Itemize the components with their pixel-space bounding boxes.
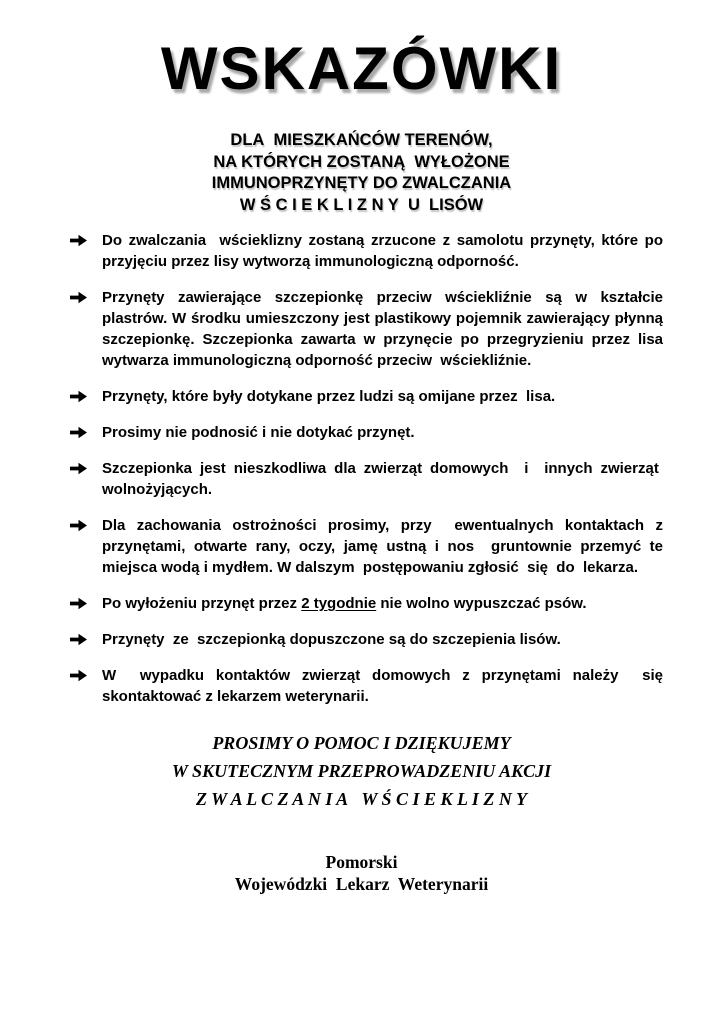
bullet-text: Przynęty zawierające szczepionkę przeciw wściekliźnie są w kształcie plastrów. W środku umieszczony jest plastikowy pojemnik zawierający płynną szczepionkę. Szczepionka zawarta w przynęcie po przegryzieniu przez lisa wytwarza immunologiczną odporność przeciw wściekliźnie. xyxy=(102,289,663,369)
closing-line: PROSIMY O POMOC I DZIĘKUJEMY xyxy=(212,733,511,753)
arrow-right-icon xyxy=(70,519,87,532)
bullet-item xyxy=(70,515,663,578)
bullet-item xyxy=(70,458,663,500)
underlined-phrase: 2 tygodnie xyxy=(301,595,377,612)
bullet-item xyxy=(70,629,663,650)
closing-line: W SKUTECZNYM PRZEPROWADZENIU AKCJI xyxy=(171,761,552,781)
bullet-text: Prosimy nie podnosić i nie dotykać przynęt. xyxy=(102,424,415,441)
closing-appeal xyxy=(0,729,723,813)
arrow-right-icon xyxy=(70,462,87,475)
bullet-text: Przynęty, które były dotykane przez ludzi są omijane przez lisa. xyxy=(102,388,556,405)
signature-block xyxy=(0,851,723,895)
arrow-right-icon xyxy=(70,426,87,439)
document-subtitle xyxy=(0,130,723,216)
arrow-right-icon xyxy=(70,633,87,646)
arrow-right-icon xyxy=(70,390,87,403)
document-title: WSKAZÓWKI xyxy=(160,35,563,102)
bullet-text-after: nie wolno wypuszczać psów. xyxy=(376,595,587,612)
arrow-right-icon xyxy=(70,291,87,304)
bullet-item xyxy=(70,230,663,272)
bullet-item xyxy=(70,422,663,443)
bullet-item xyxy=(70,287,663,371)
signature-line: Pomorski xyxy=(325,852,398,872)
bullet-text: Do zwalczania wścieklizny zostaną zrzucone z samolotu przynęty, które po przyjęciu przez lisy wytworzą immunologiczną odporność. xyxy=(102,232,663,270)
closing-line: Z W A L C Z A N I A W Ś C I E K L I Z N Y xyxy=(195,789,528,809)
bullet-text: Dla zachowania ostrożności prosimy, przy ewentualnych kontaktach z przynętami, otwarte rany, oczy, jamę ustną i nos gruntownie przemyć te miejsca wodą i mydłem. W dalszym postępowaniu zgłosić się do lekarza. xyxy=(102,517,663,576)
subtitle-line: W Ś C I E K L I Z N Y U LISÓW xyxy=(239,195,484,214)
subtitle-line: DLA MIESZKAŃCÓW TERENÓW, xyxy=(230,131,493,149)
bullet-text: W wypadku kontaktów zwierząt domowych z przynętami należy się skontaktować z lekarzem weterynarii. xyxy=(102,667,663,705)
bullet-item xyxy=(70,593,663,614)
bullet-text: Szczepionka jest nieszkodliwa dla zwierząt domowych i innych zwierząt wolnożyjących. xyxy=(102,460,663,498)
bullet-item xyxy=(70,665,663,707)
subtitle-line: NA KTÓRYCH ZOSTANĄ WYŁOŻONE xyxy=(213,152,510,171)
signature-line: Wojewódzki Lekarz Weterynarii xyxy=(234,874,489,894)
arrow-right-icon xyxy=(70,597,87,610)
bullet-item xyxy=(70,386,663,407)
arrow-right-icon xyxy=(70,669,87,682)
arrow-right-icon xyxy=(70,234,87,247)
bullet-text: Przynęty ze szczepionką dopuszczone są do szczepienia lisów. xyxy=(102,631,561,648)
bullet-list xyxy=(70,230,663,707)
subtitle-line: IMMUNOPRZYNĘTY DO ZWALCZANIA xyxy=(211,174,512,192)
bullet-text xyxy=(102,595,587,612)
bullet-text-before: Po wyłożeniu przynęt przez xyxy=(102,595,302,612)
